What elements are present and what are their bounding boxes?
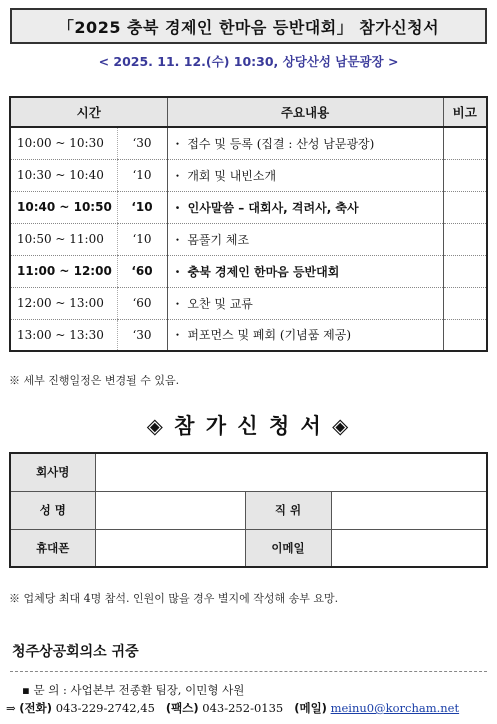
contact-line (6, 700, 459, 716)
schedule-time: 13:00 ~ 13:30 (10, 319, 117, 351)
schedule-table (9, 96, 488, 352)
schedule-note (443, 191, 487, 223)
schedule-time: 10:50 ~ 11:00 (10, 223, 117, 255)
arrow-icon: ⇒ (6, 701, 16, 715)
schedule-row (10, 287, 487, 319)
col-header-time: 시간 (10, 97, 167, 127)
email-link[interactable]: meinu0@korcham.net (330, 701, 460, 715)
schedule-note (443, 127, 487, 159)
schedule-duration: ‘60 (117, 255, 167, 287)
inquiry-line: ▪ 문 의 : 사업본부 전종환 팀장, 이민형 사원 (22, 683, 245, 697)
schedule-header-row (10, 97, 487, 127)
schedule-time: 10:40 ~ 10:50 (10, 191, 117, 223)
schedule-duration: ‘10 (117, 191, 167, 223)
position-field[interactable] (331, 491, 487, 529)
tel-label: (전화) (19, 701, 53, 715)
col-header-note: 비고 (443, 97, 487, 127)
form-row-company (10, 453, 487, 491)
email-field[interactable] (331, 529, 487, 567)
schedule-footnote: ※ 세부 진행일정은 변경될 수 있음. (9, 374, 180, 387)
schedule-content: ・ 개회 및 내빈소개 (167, 159, 443, 191)
schedule-content: ・ 몸풀기 체조 (167, 223, 443, 255)
schedule-row (10, 223, 487, 255)
fax-number: 043-252-0135 (202, 701, 284, 715)
tel-number: 043-229-2742,45 (55, 701, 155, 715)
schedule-note (443, 287, 487, 319)
schedule-row (10, 159, 487, 191)
schedule-duration: ‘60 (117, 287, 167, 319)
schedule-content: ・ 충북 경제인 한마음 등반대회 (167, 255, 443, 287)
schedule-time: 11:00 ~ 12:00 (10, 255, 117, 287)
mail-label: (메일) (294, 701, 327, 715)
form-footnote: ※ 업체당 최대 4명 참석. 인원이 많을 경우 별지에 작성해 송부 요망. (9, 592, 339, 605)
name-field[interactable] (95, 491, 245, 529)
application-form-table (9, 452, 488, 568)
recipient: 청주상공회의소 귀중 (12, 644, 139, 660)
document-title-box (10, 8, 487, 44)
schedule-note (443, 159, 487, 191)
schedule-duration: ‘10 (117, 223, 167, 255)
position-label: 직 위 (245, 491, 331, 529)
schedule-content: ・ 접수 및 등록 (집결 : 산성 남문광장) (167, 127, 443, 159)
schedule-row (10, 191, 487, 223)
schedule-content: ・ 인사말씀 – 대회사, 격려사, 축사 (167, 191, 443, 223)
form-row-name (10, 491, 487, 529)
form-row-phone (10, 529, 487, 567)
schedule-time: 10:30 ~ 10:40 (10, 159, 117, 191)
schedule-note (443, 319, 487, 351)
schedule-content: ・ 퍼포먼스 및 폐회 (기념품 제공) (167, 319, 443, 351)
form-title: ◈ 참 가 신 청 서 ◈ (146, 414, 351, 438)
schedule-duration: ‘30 (117, 127, 167, 159)
fax-label: (팩스) (165, 701, 199, 715)
name-label: 성 명 (10, 491, 95, 529)
schedule-row (10, 127, 487, 159)
schedule-note (443, 255, 487, 287)
schedule-duration: ‘30 (117, 319, 167, 351)
schedule-row (10, 319, 487, 351)
schedule-time: 10:00 ~ 10:30 (10, 127, 117, 159)
company-field[interactable] (95, 453, 487, 491)
phone-label: 휴대폰 (10, 529, 95, 567)
schedule-duration: ‘10 (117, 159, 167, 191)
document-title: 「2025 충북 경제인 한마음 등반대회」 참가신청서 (57, 17, 440, 37)
divider (10, 671, 487, 672)
event-date-location: < 2025. 11. 12.(수) 10:30, 상당산성 남문광장 > (98, 54, 399, 69)
schedule-content: ・ 오찬 및 교류 (167, 287, 443, 319)
phone-field[interactable] (95, 529, 245, 567)
schedule-body (10, 127, 487, 351)
col-header-content: 주요내용 (167, 97, 443, 127)
email-label: 이메일 (245, 529, 331, 567)
schedule-time: 12:00 ~ 13:00 (10, 287, 117, 319)
company-label: 회사명 (10, 453, 95, 491)
schedule-note (443, 223, 487, 255)
schedule-row (10, 255, 487, 287)
